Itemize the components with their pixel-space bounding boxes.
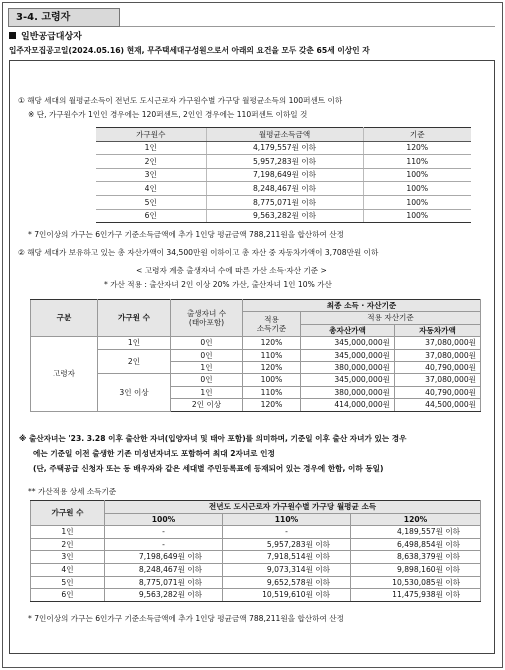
cell: 4인 <box>31 563 105 576</box>
supply-heading <box>9 32 82 43</box>
cell: 10,519,610원 이하 <box>223 589 351 602</box>
table-header-row <box>31 501 481 514</box>
cell: 40,790,000원 <box>395 386 481 398</box>
cell: 9,073,314원 이하 <box>223 563 351 576</box>
cell: 1인 <box>96 141 206 155</box>
cell: 5,957,283원 이하 <box>206 155 363 169</box>
cell: 0인 <box>171 349 243 361</box>
cell: 7,198,649원 이하 <box>105 551 223 564</box>
cell: 8,775,071원 이하 <box>105 576 223 589</box>
cell: 3인 <box>96 168 206 182</box>
cell: 100% <box>243 374 301 386</box>
birth-note-line-3: (단, 주택공급 신청자 또는 동 배우자와 같은 세대별 주민등록표에 등재되어 있는 경우에 한함, 이하 동일) <box>33 464 384 473</box>
intro-text: 입주자모집공고일(2024.05.16) 현재, 무주택세대구성원으로서 아래의 요건을 모두 갖춘 65세 이상인 자 <box>9 46 370 55</box>
members-cell: 3인 이상 <box>98 374 171 411</box>
condition-1: ① 해당 세대의 월평균소득이 전년도 도시근로자 가구원수별 가구당 월평균소득의 100퍼센트 이하 <box>18 96 343 105</box>
cell: 4,189,557원 이하 <box>351 526 481 539</box>
detail-income-table <box>30 500 481 602</box>
cell: 37,080,000원 <box>395 337 481 349</box>
cell: 8,248,467원 이하 <box>206 182 363 196</box>
cell: 100% <box>363 168 471 182</box>
cell: 345,000,000원 <box>301 337 395 349</box>
group-cell: 고령자 <box>31 337 98 411</box>
table-row <box>31 589 481 602</box>
header-gubun: 구분 <box>31 300 98 337</box>
cell: 414,000,000원 <box>301 399 395 411</box>
header-car-value: 자동차가액 <box>395 324 481 336</box>
cell: 7,918,514원 이하 <box>223 551 351 564</box>
cell: 4,179,557원 이하 <box>206 141 363 155</box>
table-row <box>96 209 471 223</box>
cell: 3인 <box>31 551 105 564</box>
cell: 10,530,085원 이하 <box>351 576 481 589</box>
cell: 6,498,854원 이하 <box>351 538 481 551</box>
header-members: 가구원 수 <box>98 300 171 337</box>
cell: 1인 <box>171 386 243 398</box>
cell: 8,638,379원 이하 <box>351 551 481 564</box>
table-row <box>96 168 471 182</box>
table-row <box>31 538 481 551</box>
table-header-row <box>31 300 481 312</box>
birth-note-line-1: ※ 출산자녀는 '23. 3.28 이후 출산한 자녀(입양자녀 및 태아 포함)를 의미하며, 기준일 이후 출산 자녀가 있는 경우 <box>19 434 407 443</box>
cell: - <box>223 526 351 539</box>
table-row <box>96 182 471 196</box>
birth-note-line-2: 에는 기준일 이전 출생한 기존 미성년자녀도 포함하여 최대 2자녀로 인정 <box>33 449 275 458</box>
cell: 2인 <box>96 155 206 169</box>
cell: 7,198,649원 이하 <box>206 168 363 182</box>
cell: 9,652,578원 이하 <box>223 576 351 589</box>
cell: 100% <box>363 195 471 209</box>
header-total-asset: 총자산가액 <box>301 324 395 336</box>
header-criteria: 기준 <box>363 128 471 142</box>
header-income-label: 적용 <box>264 314 279 324</box>
table-row <box>31 526 481 539</box>
cell: 9,898,160원 이하 <box>351 563 481 576</box>
cell: 120% <box>363 141 471 155</box>
cell: 110% <box>243 349 301 361</box>
header-120: 120% <box>351 513 481 526</box>
cell: 0인 <box>171 337 243 349</box>
supply-heading-text: 일반공급대상자 <box>21 32 82 42</box>
cell: 120% <box>243 337 301 349</box>
cell: 100% <box>363 182 471 196</box>
cell: 6인 <box>31 589 105 602</box>
header-children-label: 출생자녀 수 <box>186 308 227 318</box>
square-bullet-icon <box>9 32 16 39</box>
table-row <box>31 576 481 589</box>
header-criteria: 최종 소득 · 자산기준 <box>243 300 481 312</box>
header-110: 110% <box>223 513 351 526</box>
cell: 9,563,282원 이하 <box>206 209 363 223</box>
cell: 8,775,071원 이하 <box>206 195 363 209</box>
table-row <box>31 374 481 386</box>
table-header-row <box>96 128 471 142</box>
condition-1-note: ※ 단, 가구원수가 1인인 경우에는 120퍼센트, 2인인 경우에는 110퍼센트 이하일 것 <box>28 110 308 119</box>
cell: 2인 <box>31 538 105 551</box>
cell: 2인 이상 <box>171 399 243 411</box>
cell: 380,000,000원 <box>301 386 395 398</box>
cell: 8,248,467원 이하 <box>105 563 223 576</box>
cell: 40,790,000원 <box>395 361 481 373</box>
table-row <box>96 155 471 169</box>
cell: 100% <box>363 209 471 223</box>
header-asset: 적용 자산기준 <box>301 312 481 324</box>
cell: 120% <box>243 361 301 373</box>
table-row <box>31 349 481 361</box>
section-title: 3-4. 고령자 <box>8 8 120 27</box>
cell: 0인 <box>171 374 243 386</box>
members-cell: 1인 <box>98 337 171 349</box>
header-income-label-2: 소득기준 <box>256 324 287 334</box>
header-100: 100% <box>105 513 223 526</box>
cell: 120% <box>243 399 301 411</box>
cell: 37,080,000원 <box>395 374 481 386</box>
income-table <box>96 127 471 223</box>
members-cell: 2인 <box>98 349 171 374</box>
header-span: 전년도 도시근로자 가구원수별 가구당 월평균 소득 <box>105 501 481 514</box>
cell: 11,475,938원 이하 <box>351 589 481 602</box>
cell: 1인 <box>31 526 105 539</box>
bonus-subtitle: < 고령자 계층 출생자녀 수에 따른 가산 소득·자산 기준 > <box>136 266 327 275</box>
table-row <box>31 551 481 564</box>
cell: 5인 <box>31 576 105 589</box>
table-row <box>31 337 481 349</box>
header-children-sub: (태아포함) <box>188 318 225 328</box>
cell: 1인 <box>171 361 243 373</box>
cell: 110% <box>243 386 301 398</box>
asset-table <box>30 299 481 412</box>
cell: 4인 <box>96 182 206 196</box>
cell: 110% <box>363 155 471 169</box>
cell: 37,080,000원 <box>395 349 481 361</box>
cell: - <box>105 538 223 551</box>
bonus-note: * 가산 적용 : 출산자녀 2인 이상 20% 가산, 출산자녀 1인 10% 가산 <box>104 280 332 289</box>
cell: 5,957,283원 이하 <box>223 538 351 551</box>
income-footnote: * 7인이상의 가구는 6인가구 기준소득금액에 추가 1인당 평균금액 788,211원을 합산하여 산정 <box>28 230 344 239</box>
condition-2: ② 해당 세대가 보유하고 있는 총 자산가액이 34,500만원 이하이고 총 자산 중 자동차가액이 3,708만원 이하 <box>18 248 379 257</box>
cell: 9,563,282원 이하 <box>105 589 223 602</box>
cell: 44,500,000원 <box>395 399 481 411</box>
detail-footnote: * 7인이상의 가구는 6인가구 기준소득금액에 추가 1인당 평균금액 788,211원을 합산하여 산정 <box>28 614 344 623</box>
cell: 345,000,000원 <box>301 349 395 361</box>
header-income <box>243 312 301 337</box>
table-row <box>31 563 481 576</box>
header-members: 가구원수 <box>96 128 206 142</box>
cell: - <box>105 526 223 539</box>
table-row <box>96 141 471 155</box>
cell: 6인 <box>96 209 206 223</box>
detail-title: ** 가산적용 상세 소득기준 <box>28 487 117 496</box>
table-row <box>96 195 471 209</box>
header-income: 월평균소득금액 <box>206 128 363 142</box>
cell: 345,000,000원 <box>301 374 395 386</box>
header-children <box>171 300 243 337</box>
section-divider <box>120 26 495 27</box>
cell: 5인 <box>96 195 206 209</box>
header-members: 가구원 수 <box>31 501 105 526</box>
cell: 380,000,000원 <box>301 361 395 373</box>
